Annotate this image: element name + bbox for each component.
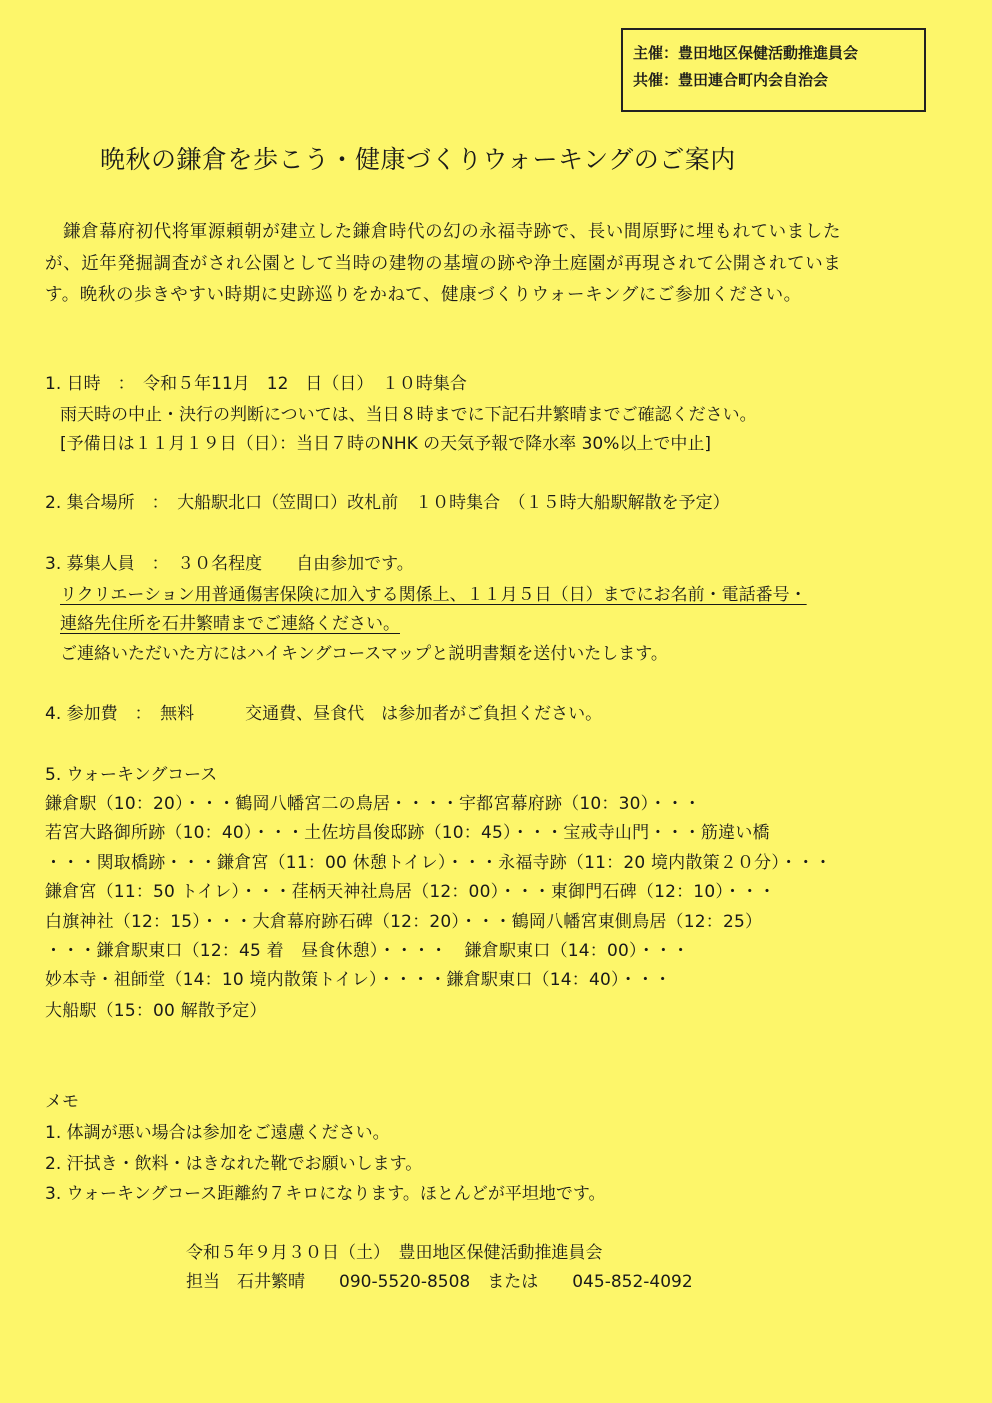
- footer-contact: 担当 石井繁晴 090-5520-8508 または 045-852-4092: [186, 1272, 693, 1292]
- memo-item-1: 1. 体調が悪い場合は参加をご遠慮ください。: [45, 1123, 390, 1143]
- datetime-heading: 1. 日時 ： 令和５年11月 12 日（日） １０時集合: [45, 374, 467, 394]
- organizer-box: [621, 28, 926, 112]
- recruit-heading: 3. 募集人員 ： ３０名程度 自由参加です。: [45, 554, 414, 574]
- insurance-notice-1: リクリエーション用普通傷害保険に加入する関係上、１１月５日（日）までにお名前・電話番号・: [60, 585, 807, 605]
- course-line-8: 大船駅（15：00 解散予定）: [45, 1001, 267, 1021]
- cohost-organizer: 共催：豊田連合町内会自治会: [633, 71, 829, 89]
- course-line-4: 鎌倉宮（11：50 トイレ）・・・荏柄天神社鳥居（12：00）・・・東御門石碑（12：10）・・・: [45, 882, 776, 902]
- intro-line-1: 鎌倉幕府初代将軍源頼朝が建立した鎌倉時代の幻の永福寺跡で、長い間原野に埋もれていました: [45, 222, 842, 242]
- intro-line-3: す。晩秋の歩きやすい時期に史跡巡りをかねて、健康づくりウォーキングにご参加ください。: [45, 285, 802, 305]
- course-heading: 5. ウォーキングコース: [45, 765, 218, 785]
- host-organizer: 主催：豊田地区保健活動推進員会: [633, 44, 859, 62]
- course-line-6: ・・・鎌倉駅東口（12：45 着 昼食休憩）・・・・ 鎌倉駅東口（14：00）・・・: [45, 941, 690, 961]
- memo-item-3: 3. ウォーキングコース距離約７キロになります。ほとんどが平坦地です。: [45, 1184, 606, 1204]
- insurance-notice-2: 連絡先住所を石井繁晴までご連絡ください。: [60, 614, 400, 634]
- rain-policy-note: 雨天時の中止・決行の判断については、当日８時までに下記石井繁晴までご確認ください。: [60, 405, 757, 425]
- course-line-5: 白旗神社（12：15）・・・大倉幕府跡石碑（12：20）・・・鶴岡八幡宮東側鳥居（12：25）: [45, 912, 763, 932]
- fee-heading: 4. 参加費 ： 無料 交通費、昼食代 は参加者がご負担ください。: [45, 704, 603, 724]
- footer-date-organization: 令和５年９月３０日（土） 豊田地区保健活動推進員会: [186, 1243, 603, 1263]
- course-line-1: 鎌倉駅（10：20）・・・鶴岡八幡宮二の鳥居・・・・宇都宮幕府跡（10：30）・・・: [45, 794, 701, 814]
- memo-item-2: 2. 汗拭き・飲料・はきなれた靴でお願いします。: [45, 1154, 423, 1174]
- memo-heading: メモ: [45, 1092, 79, 1112]
- course-line-7: 妙本寺・祖師堂（14：10 境内散策トイレ）・・・・鎌倉駅東口（14：40）・・・: [45, 970, 672, 990]
- page-title: 晩秋の鎌倉を歩こう・健康づくりウォーキングのご案内: [100, 145, 736, 174]
- meeting-place-heading: 2. 集合場所 ： 大船駅北口（笠間口）改札前 １０時集合 （１５時大船駅解散を予定）: [45, 493, 730, 513]
- map-mailing-note: ご連絡いただいた方にはハイキングコースマップと説明書類を送付いたします。: [60, 644, 668, 664]
- backup-date-note: [予備日は１１月１９日（日）：当日７時のNHK の天気予報で降水率 30%以上で中止]: [60, 434, 712, 454]
- intro-line-2: が、近年発掘調査がされ公園として当時の建物の基壇の跡や浄土庭園が再現されて公開されていま: [45, 254, 842, 274]
- course-line-2: 若宮大路御所跡（10：40）・・・土佐坊昌俊邸跡（10：45）・・・宝戒寺山門・・・筋違い橋: [45, 823, 770, 843]
- course-line-3: ・・・関取橋跡・・・鎌倉宮（11：00 休憩トイレ）・・・永福寺跡（11：20 境内散策２０分）・・・: [45, 853, 832, 873]
